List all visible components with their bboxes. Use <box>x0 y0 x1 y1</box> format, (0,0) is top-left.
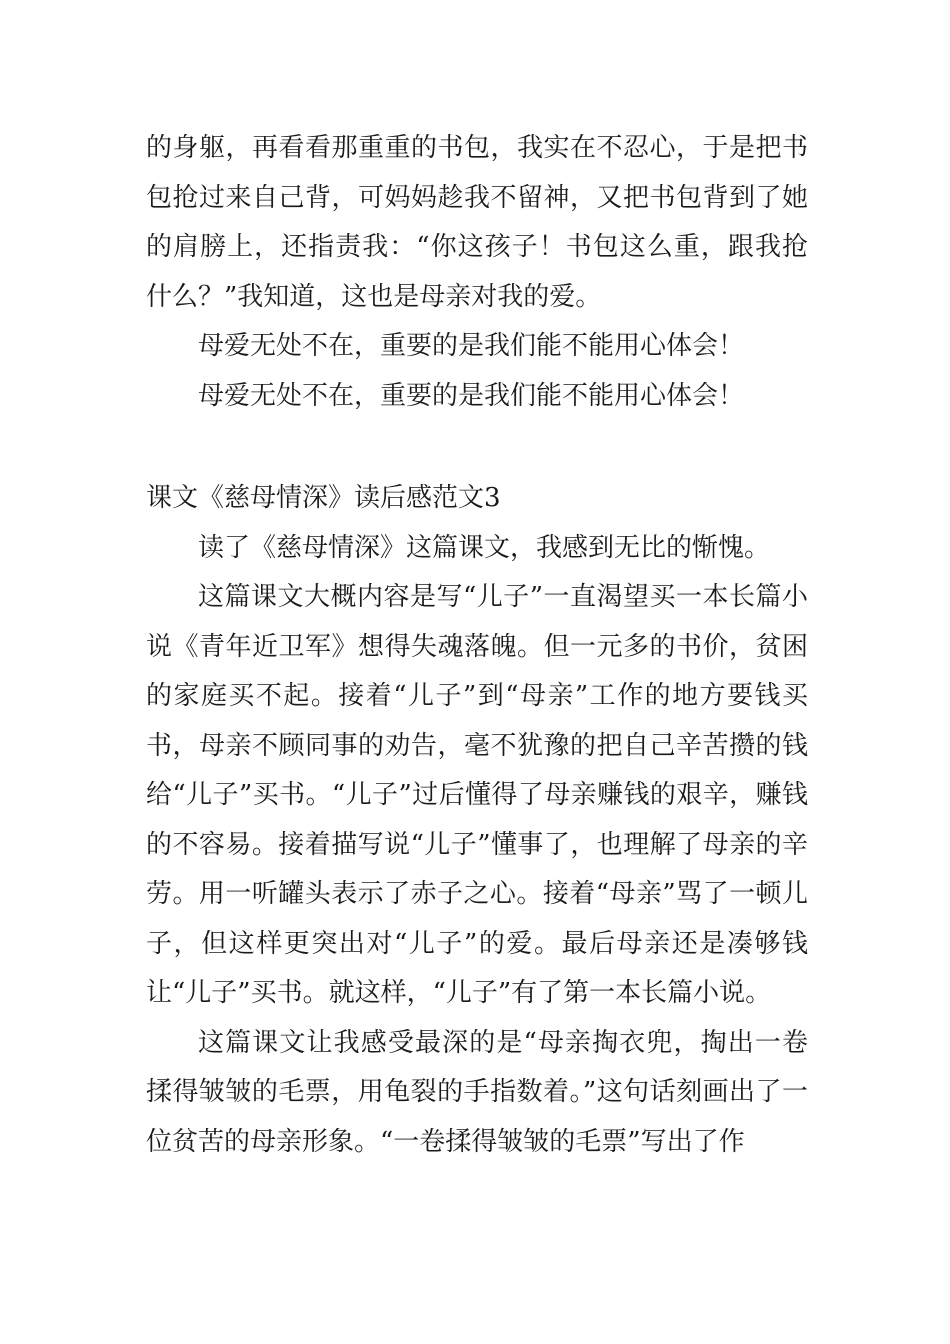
paragraph-continuation: 的身躯，再看看那重重的书包，我实在不忍心，于是把书包抢过来自己背，可妈妈趁我不留神，又把书包背到了她的肩膀上，还指责我：“你这孩子！书包这么重，跟我抢什么？”我知道，这也是母亲对我的爱。 <box>146 133 808 312</box>
section-bottom <box>146 474 808 1167</box>
paragraph-summary: 这篇课文大概内容是写“儿子”一直渴望买一本长篇小说《青年近卫军》想得失魂落魄。但一元多的书价，贫困的家庭买不起。接着“儿子”到“母亲”工作的地方要钱买书，母亲不顾同事的劝告，毫不犹豫的把自己辛苦攒的钱给“儿子”买书。“儿子”过后懂得了母亲赚钱的艰辛，赚钱的不容易。接着描写说“儿子”懂事了，也理解了母亲的辛劳。用一听罐头表示了赤子之心。接着“母亲”骂了一顿儿子，但这样更突出对“儿子”的爱。最后母亲还是凑够钱让“儿子”买书。就这样，“儿子”有了第一本长篇小说。 <box>146 582 808 1008</box>
paragraph-motherly-love-2: 母爱无处不在，重要的是我们能不能用心体会！ <box>198 380 745 411</box>
paragraph-reflection: 这篇课文让我感受最深的是“母亲掏衣兜，掏出一卷揉得皱皱的毛票，用龟裂的手指数着。”这句话刻画出了一位贫苦的母亲形象。“一卷揉得皱皱的毛票”写出了作 <box>146 1027 808 1157</box>
section-heading: 课文《慈母情深》读后感范文3 <box>146 483 501 513</box>
paragraph-motherly-love-1: 母爱无处不在，重要的是我们能不能用心体会！ <box>198 331 745 361</box>
section-top <box>146 124 808 421</box>
paragraph-intro: 读了《慈母情深》这篇课文，我感到无比的惭愧。 <box>198 532 771 563</box>
